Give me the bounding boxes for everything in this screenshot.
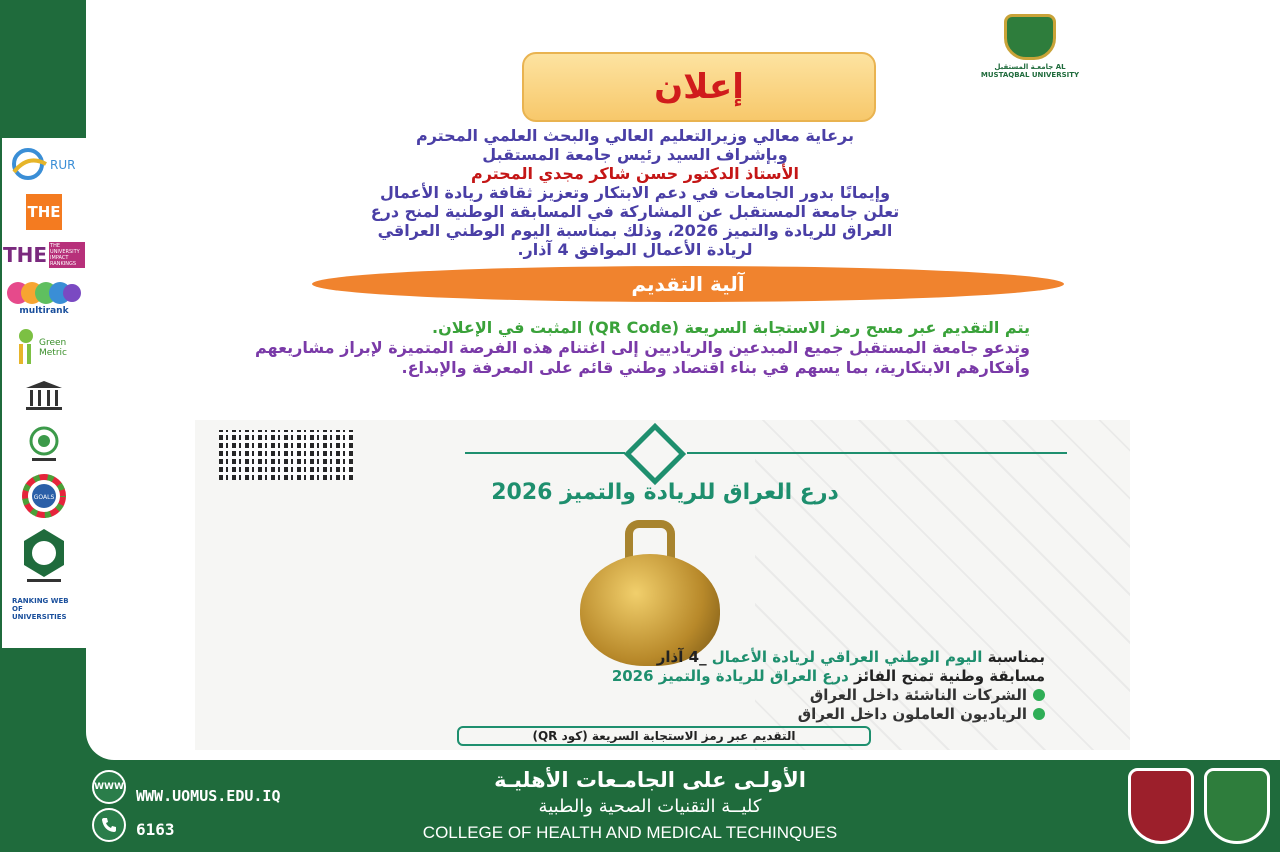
check-icon <box>1033 708 1045 720</box>
website-link[interactable]: WWW.UOMUS.EDU.IQ <box>136 787 281 805</box>
university-logo-caption: جامعـة المستقبل AL MUSTAQBAL UNIVERSITY <box>980 63 1080 79</box>
eligibility-item <box>275 705 1045 724</box>
eligibility-text: الشركات الناشئة داخل العراق <box>809 686 1027 704</box>
sdg-label: GOALS <box>33 494 55 501</box>
the-impact-label: THE UNIVERSITY IMPACT RANKINGS <box>49 242 85 268</box>
intro-line: وبإشراف السيد رئيس جامعة المستقبل <box>482 145 788 164</box>
university-crest-icon <box>1204 768 1270 844</box>
mechanism-heading: آلية التقديم <box>631 272 745 296</box>
sdg-logo <box>6 474 82 518</box>
poster-occasion-accent: اليوم الوطني العراقي لريادة الأعمال <box>711 648 983 666</box>
university-shield-icon <box>1004 14 1056 60</box>
intro-line: برعاية معالي وزيرالتعليم العالي والبحث العلمي المحترم <box>415 126 855 145</box>
greenmetric-logo <box>6 326 82 370</box>
poster-details <box>275 648 1045 724</box>
poster-occasion-date: _4 آذار <box>656 648 707 666</box>
the-impact-mark: THE <box>2 243 48 267</box>
footer-english-college: COLLEGE OF HEALTH AND MEDICAL TECHINQUES <box>422 823 838 842</box>
footer <box>0 760 1280 852</box>
rur-logo <box>6 144 82 184</box>
announcement-title: إعلان <box>654 67 744 107</box>
poster-prize-prefix: مسابقة وطنية تمنح الفائز <box>854 667 1045 685</box>
the-label: THE <box>26 194 62 230</box>
intro-line: العراق للريادة والتميز 2026، وذلك بمناسبة اليوم الوطني العراقي <box>377 221 893 240</box>
poster-title: درع العراق للريادة والتميز 2026 <box>491 480 839 505</box>
mechanism-paragraph-1: يتم التقديم عبر مسح رمز الاستجابة السريعة (QR Code) المثبت في الإعلان. <box>432 318 1030 337</box>
institution-icon <box>6 378 82 414</box>
rankings-logo-strip <box>2 138 86 648</box>
webometrics-label: RANKING WEB OF UNIVERSITIES <box>12 597 69 621</box>
arab-universities-logo <box>6 422 82 466</box>
mechanism-body <box>240 318 1030 378</box>
eligibility-item <box>275 686 1045 705</box>
webometrics-logo <box>6 594 82 624</box>
greenmetric-label: Green Metric <box>39 338 67 358</box>
qr-code-icon[interactable] <box>219 430 353 480</box>
poster-divider-left <box>465 452 625 454</box>
globe-icon: WWW <box>92 770 126 804</box>
intro-line: وإيمانًا بدور الجامعات في دعم الابتكار وتعزيز ثقافة ريادة الأعمال <box>379 183 891 202</box>
poster-occasion-line <box>275 648 1045 667</box>
the-impact-logo <box>2 240 82 270</box>
phone-icon <box>92 808 126 842</box>
multirank-label: multirank <box>19 306 69 316</box>
competition-poster <box>195 420 1130 750</box>
multirank-logo <box>6 278 82 318</box>
intro-line: تعلن جامعة المستقبل عن المشاركة في المسابقة الوطنية لمنح درع <box>370 202 900 221</box>
poster-prize-accent: درع العراق للريادة والتميز 2026 <box>611 667 849 685</box>
eligibility-text: الرياديون العاملون داخل العراق <box>797 705 1027 723</box>
footer-arabic-slogan: الأولـى على الجامـعات الأهليـة <box>494 768 806 792</box>
apply-via-qr-label: التقديم عبر رمز الاستجابة السريعة (كود QR) <box>457 726 871 746</box>
intro-line: لريادة الأعمال الموافق 4 آذار. <box>517 240 753 259</box>
intro-block <box>240 126 1030 259</box>
poster-occasion-prefix: بمناسبة <box>987 648 1045 666</box>
arab-engineers-logo <box>6 526 82 586</box>
announcement-title-box <box>522 52 876 122</box>
mechanism-heading-oval <box>312 266 1064 302</box>
president-name: الأستاذ الدكتور حسن شاكر مجدي المحترم <box>470 164 800 183</box>
footer-arabic-college: كليــة التقنيات الصحية والطبية <box>538 796 762 817</box>
poster-divider-right <box>687 452 1067 454</box>
shield-emblem-icon <box>624 423 686 485</box>
mechanism-paragraph-2: وتدعو جامعة المستقبل جميع المبدعين والرياديين إلى اغتنام هذه الفرصة المتميزة لإبراز مشاريعهم وأفكارهم الابتكارية، بما يسهم في بناء اقتصاد وطني قائم على المعرفة والإبداع. <box>255 338 1030 377</box>
check-icon <box>1033 689 1045 701</box>
poster-prize-line <box>275 667 1045 686</box>
university-logo <box>980 14 1080 79</box>
the-logo <box>6 192 82 232</box>
college-crest-icon <box>1128 768 1194 844</box>
phone-number[interactable]: 6163 <box>136 820 175 839</box>
rur-label: RUR <box>50 158 76 172</box>
